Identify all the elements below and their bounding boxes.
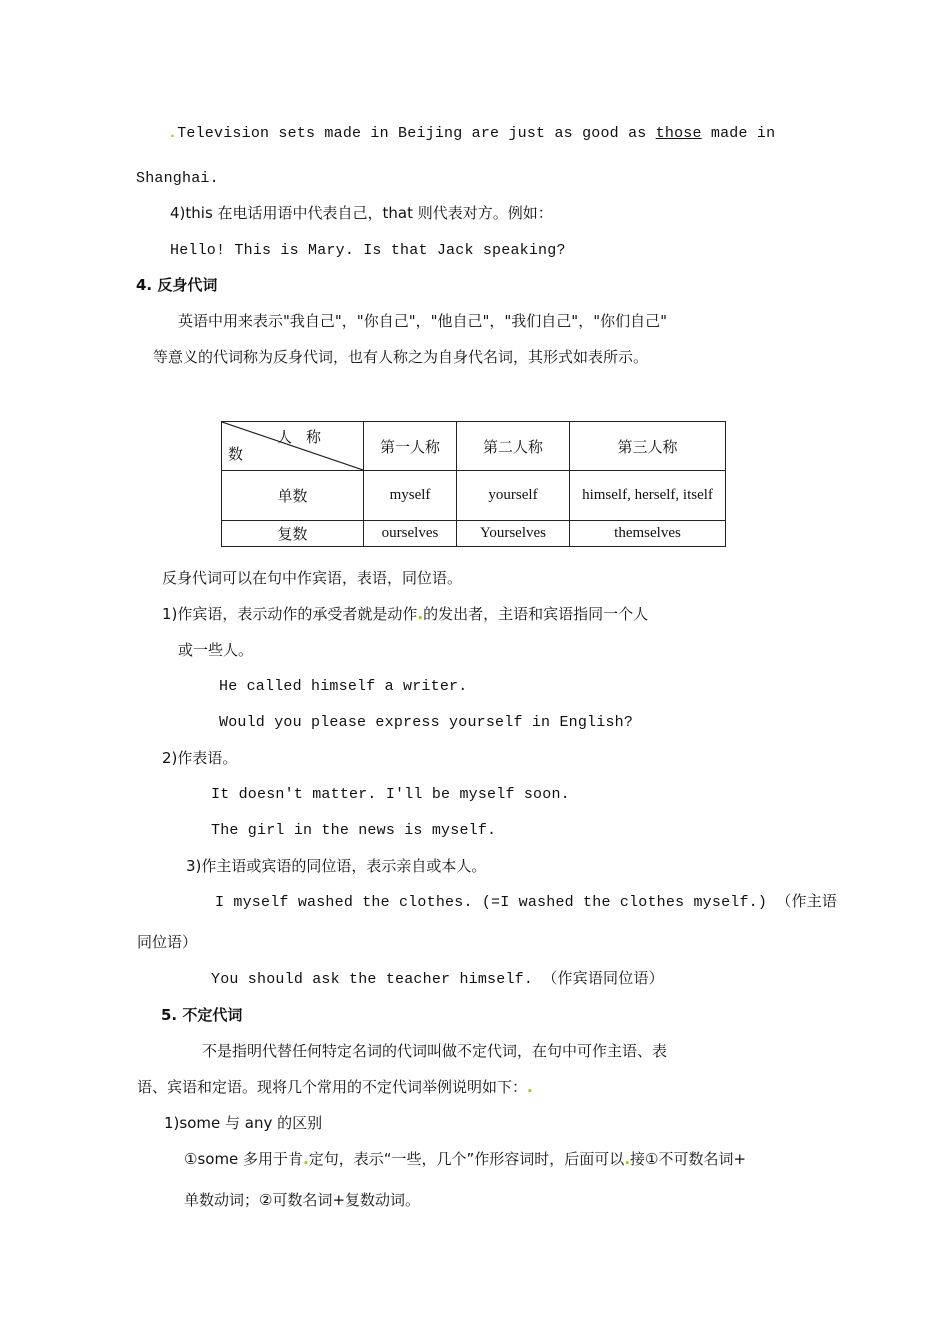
corner-label-person: 人称 (276, 428, 335, 446)
point-4-text: 4)this 在电话用语中代表自己，that 则代表对方。例如： (170, 204, 553, 222)
table-row-plural (222, 521, 726, 547)
usage-1-example-2: Would you please express yourself in English? (219, 714, 634, 731)
usage-1-continued: 或一些人。 (178, 641, 254, 659)
section-5-heading: 5. 不定代词 (161, 1006, 243, 1024)
usage-2-example-2: The girl in the news is myself. (211, 822, 497, 839)
usage-2: 2)作表语。 (162, 749, 238, 767)
table-cell: themselves (570, 521, 726, 547)
example-sentence-line2: Shanghai. (136, 170, 219, 187)
table-cell: ourselves (364, 521, 457, 547)
yellow-dot-mark: . (303, 1150, 309, 1168)
section-5-intro-line2: 语、宾语和定语。现将几个常用的不定代词举例说明如下：. (137, 1078, 533, 1096)
table-header-row (222, 422, 726, 471)
yellow-dot-mark: . (624, 1150, 631, 1168)
usage-1: 1)作宾语，表示动作的承受者就是动作.的发出者，主语和宾语指同一个人 (162, 605, 649, 623)
yellow-dot-mark: . (417, 605, 424, 623)
table-corner-cell (222, 422, 364, 471)
usage-intro: 反身代词可以在句中作宾语，表语，同位语。 (162, 569, 463, 587)
header-third-person: 第三人称 (570, 422, 726, 471)
yellow-dot-mark: . (527, 1078, 533, 1096)
usage-2-example-1: It doesn't matter. I'll be myself soon. (211, 786, 570, 803)
section-5-point-1a: ①some 多用于肯.定句，表示“一些，几个”作形容词时，后面可以.接①不可数名词+ (184, 1150, 747, 1168)
table-cell: myself (364, 471, 457, 521)
underlined-word: those (655, 125, 702, 142)
section-5-intro-line1: 不是指明代替任何特定名词的代词叫做不定代词，在句中可作主语、表 (202, 1042, 668, 1060)
usage-3-example-1-continued: 同位语） (137, 933, 198, 951)
table-cell: Yourselves (457, 521, 570, 547)
section-4-intro-line1: 英语中用来表示"我自己"，"你自己"，"他自己"，"我们自己"，"你们自己" (178, 312, 667, 330)
section-4-intro-line2: 等意义的代词称为反身代词，也有人称之为自身代名词，其形式如表所示。 (153, 348, 649, 366)
section-4-heading: 4. 反身代词 (136, 276, 218, 294)
yellow-dot-mark: . (168, 125, 178, 142)
row-label-plural: 复数 (222, 521, 364, 547)
usage-3-example-1: I myself washed the clothes. (=I washed the clothes myself.) （作主语 (215, 894, 838, 911)
reflexive-pronoun-table (221, 421, 726, 547)
point-4-example: Hello! This is Mary. Is that Jack speaking? (170, 242, 566, 259)
usage-3-example-2: You should ask the teacher himself. （作宾语同位语） (211, 971, 664, 988)
header-second-person: 第二人称 (457, 422, 570, 471)
header-first-person: 第一人称 (364, 422, 457, 471)
table-row-singular (222, 471, 726, 521)
row-label-singular: 单数 (222, 471, 364, 521)
example-sentence-line1: .Television sets made in Beijing are just as good as those made in (168, 125, 776, 142)
section-5-point-1a-continued: 单数动词；②可数名词+复数动词。 (184, 1191, 421, 1209)
table-cell: himself, herself, itself (570, 471, 726, 521)
usage-1-example-1: He called himself a writer. (219, 678, 468, 695)
corner-label-number: 数 (228, 445, 244, 463)
section-5-point-1: 1)some 与 any 的区别 (164, 1114, 323, 1132)
table-cell: yourself (457, 471, 570, 521)
usage-3: 3)作主语或宾语的同位语，表示亲自或本人。 (186, 857, 487, 875)
